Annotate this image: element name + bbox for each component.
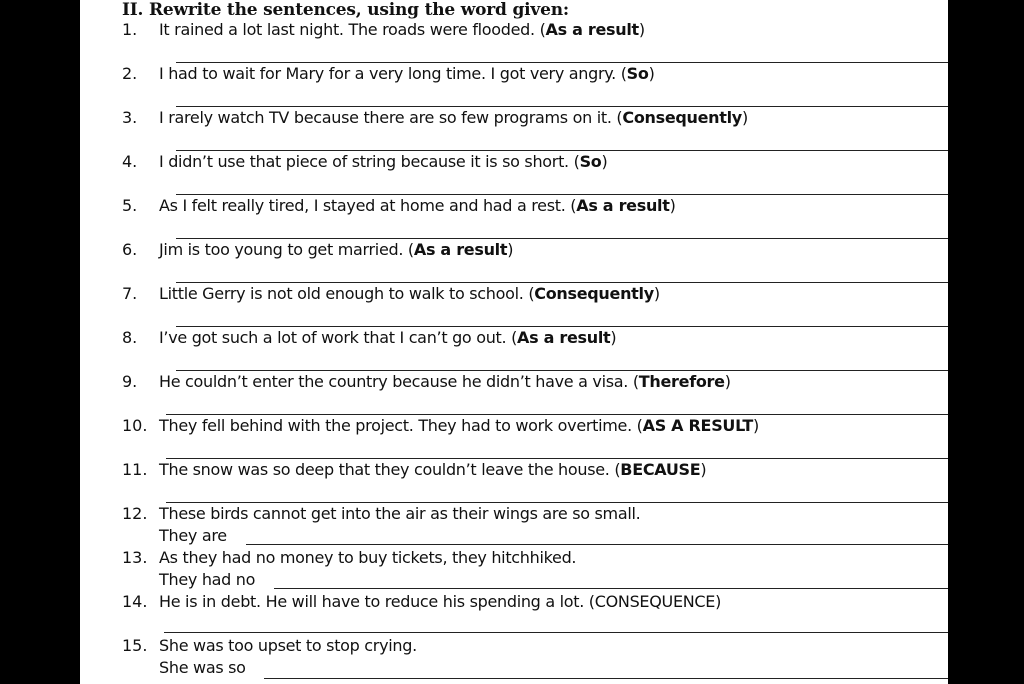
item-number: 3. — [122, 108, 138, 127]
exercise-item-15 — [80, 636, 948, 680]
given-word: So — [579, 152, 602, 171]
exercise-item-13 — [80, 548, 948, 592]
exercise-item-11 — [80, 460, 948, 504]
answer-line[interactable] — [176, 194, 948, 195]
item-sentence: I’ve got such a lot of work that I can’t go out. (As a result) — [159, 328, 617, 347]
answer-line[interactable] — [164, 632, 948, 633]
answer-line[interactable] — [176, 106, 948, 107]
item-number: 8. — [122, 328, 138, 347]
exercise-item-5 — [80, 196, 948, 240]
item-number: 11. — [122, 460, 148, 479]
answer-prefix: She was so — [159, 658, 246, 677]
answer-line[interactable] — [166, 502, 948, 503]
given-word: As a result — [576, 196, 670, 215]
exercise-item-12 — [80, 504, 948, 548]
item-sentence: He is in debt. He will have to reduce his spending a lot. (CONSEQUENCE) — [159, 592, 722, 611]
item-sentence: She was too upset to stop crying. — [159, 636, 417, 655]
answer-line[interactable] — [246, 544, 948, 545]
exercise-item-9 — [80, 372, 948, 416]
item-sentence: I had to wait for Mary for a very long time. I got very angry. (So) — [159, 64, 655, 83]
answer-line[interactable] — [264, 678, 948, 679]
given-word: Therefore — [638, 372, 725, 391]
item-sentence: As they had no money to buy tickets, they hitchhiked. — [159, 548, 577, 567]
exercise-item-7 — [80, 284, 948, 328]
given-word: AS A RESULT — [642, 416, 753, 435]
item-sentence: It rained a lot last night. The roads were flooded. (As a result) — [159, 20, 645, 39]
item-number: 2. — [122, 64, 138, 83]
answer-line[interactable] — [176, 326, 948, 327]
exercise-item-6 — [80, 240, 948, 284]
answer-line[interactable] — [166, 414, 948, 415]
item-sentence: Jim is too young to get married. (As a result) — [159, 240, 514, 259]
item-sentence: I rarely watch TV because there are so few programs on it. (Consequently) — [159, 108, 748, 127]
exercise-item-14 — [80, 592, 948, 636]
item-sentence: He couldn’t enter the country because he didn’t have a visa. (Therefore) — [159, 372, 731, 391]
answer-line[interactable] — [274, 588, 948, 589]
exercise-item-3 — [80, 108, 948, 152]
worksheet-page — [80, 0, 948, 684]
answer-prefix: They are — [159, 526, 227, 545]
item-number: 14. — [122, 592, 148, 611]
item-sentence: Little Gerry is not old enough to walk to school. (Consequently) — [159, 284, 660, 303]
exercise-item-8 — [80, 328, 948, 372]
answer-line[interactable] — [176, 62, 948, 63]
answer-line[interactable] — [176, 238, 948, 239]
item-number: 12. — [122, 504, 148, 523]
given-word: So — [626, 64, 649, 83]
given-word: BECAUSE — [620, 460, 701, 479]
answer-prefix: They had no — [159, 570, 256, 589]
given-word: As a result — [517, 328, 611, 347]
given-word: As a result — [545, 20, 639, 39]
given-word: As a result — [413, 240, 508, 259]
item-sentence: As I felt really tired, I stayed at home and had a rest. (As a result) — [159, 196, 676, 215]
item-number: 7. — [122, 284, 138, 303]
item-number: 9. — [122, 372, 138, 391]
item-number: 15. — [122, 636, 148, 655]
item-number: 5. — [122, 196, 138, 215]
answer-line[interactable] — [176, 370, 948, 371]
answer-line[interactable] — [176, 282, 948, 283]
item-number: 6. — [122, 240, 138, 259]
exercise-item-2 — [80, 64, 948, 108]
item-sentence: They fell behind with the project. They had to work overtime. (AS A RESULT) — [159, 416, 759, 435]
given-word: Consequently — [534, 284, 654, 303]
item-sentence: The snow was so deep that they couldn’t leave the house. (BECAUSE) — [159, 460, 707, 479]
answer-line[interactable] — [166, 458, 948, 459]
answer-line[interactable] — [176, 150, 948, 151]
exercise-item-1 — [80, 20, 948, 64]
item-sentence: These birds cannot get into the air as their wings are so small. — [159, 504, 641, 523]
item-number: 4. — [122, 152, 138, 171]
exercise-item-10 — [80, 416, 948, 460]
exercise-item-4 — [80, 152, 948, 196]
item-number: 1. — [122, 20, 138, 39]
item-number: 13. — [122, 548, 148, 567]
section-heading: II. Rewrite the sentences, using the word given: — [122, 0, 569, 20]
item-sentence: I didn’t use that piece of string because it is so short. (So) — [159, 152, 608, 171]
given-word: Consequently — [622, 108, 742, 127]
item-number: 10. — [122, 416, 148, 435]
